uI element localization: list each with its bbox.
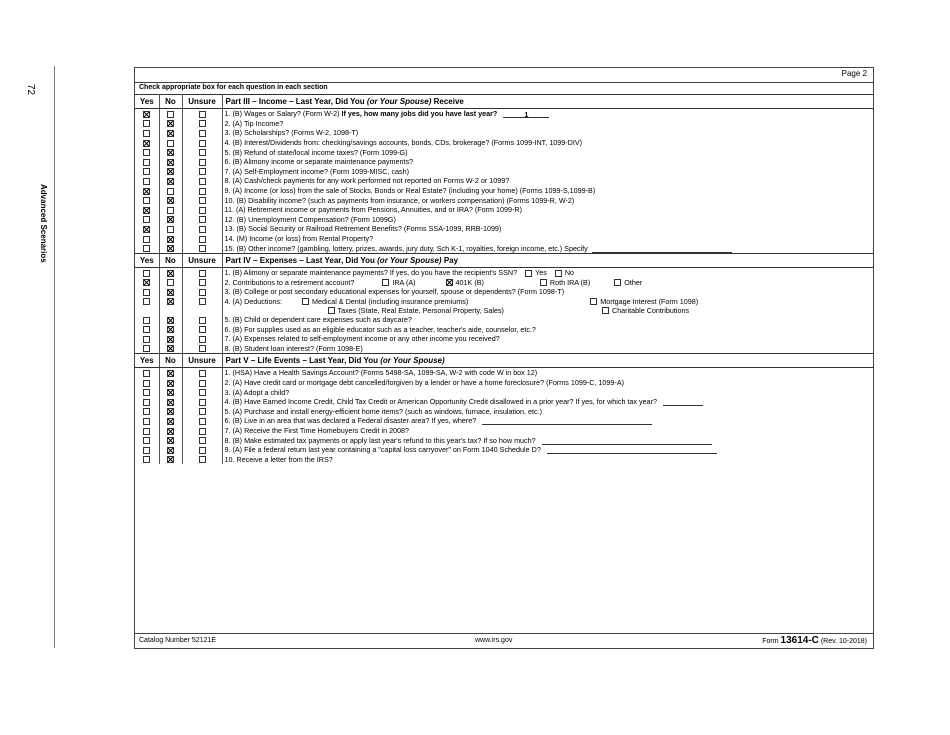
unsure-checkbox[interactable] bbox=[199, 428, 206, 435]
yes-checkbox[interactable] bbox=[143, 399, 150, 406]
question-text-cell bbox=[222, 119, 873, 129]
question-text-cell bbox=[222, 368, 873, 378]
question-text: 9. (A) Income (or loss) from the sale of Stocks, Bonds or Real Estate? (including your home) (Forms 1099-S,1099-B) bbox=[224, 186, 596, 196]
question-text-cell bbox=[222, 109, 873, 119]
unsure-checkbox[interactable] bbox=[199, 336, 206, 343]
roth-ira-checkbox[interactable] bbox=[540, 279, 547, 286]
no-checkbox[interactable] bbox=[167, 178, 174, 185]
no-checkbox[interactable] bbox=[167, 428, 174, 435]
no-checkbox[interactable] bbox=[167, 149, 174, 156]
part4-title bbox=[222, 253, 873, 267]
unsure-checkbox[interactable] bbox=[199, 326, 206, 333]
unsure-checkbox[interactable] bbox=[199, 270, 206, 277]
question-text: 7. (A) Expenses related to self-employment income or any other income you received? bbox=[224, 334, 500, 344]
no-checkbox[interactable] bbox=[167, 437, 174, 444]
option-label: Mortgage Interest (Form 1098) bbox=[600, 296, 699, 306]
question-row bbox=[135, 397, 873, 407]
taxes-checkbox[interactable] bbox=[328, 307, 335, 314]
unsure-checkbox[interactable] bbox=[199, 298, 206, 305]
part-title-end: Receive bbox=[433, 97, 464, 106]
question-text: 4. (B) Interest/Dividends from: checking/savings accounts, bonds, CDs, brokerage? (Forms 1099-INT, 1099-DIV) bbox=[224, 138, 583, 148]
yes-checkbox[interactable] bbox=[143, 236, 150, 243]
no-checkbox[interactable] bbox=[167, 418, 174, 425]
question-followup: If yes, how many jobs did you have last year? bbox=[341, 109, 498, 119]
column-header-no: No bbox=[159, 354, 182, 368]
column-header-unsure: Unsure bbox=[182, 253, 222, 267]
question-row bbox=[135, 157, 873, 167]
side-section-title: Advanced Scenarios bbox=[39, 184, 48, 263]
option-label: IRA (A) bbox=[392, 277, 416, 287]
charitable-checkbox[interactable] bbox=[602, 307, 609, 314]
no-checkbox[interactable] bbox=[167, 380, 174, 387]
no-checkbox[interactable] bbox=[167, 168, 174, 175]
yes-checkbox[interactable] bbox=[143, 197, 150, 204]
question-text-cell bbox=[222, 243, 873, 253]
question-row bbox=[135, 205, 873, 215]
yes-checkbox[interactable] bbox=[143, 188, 150, 195]
yes-checkbox[interactable] bbox=[143, 140, 150, 147]
form-page bbox=[134, 67, 874, 649]
no-checkbox[interactable] bbox=[167, 140, 174, 147]
question-text: 5. (B) Refund of state/local income taxes? (Form 1099-G) bbox=[224, 147, 408, 157]
ssn-no-checkbox[interactable] bbox=[555, 270, 562, 277]
unsure-checkbox[interactable] bbox=[199, 120, 206, 127]
question-text-cell bbox=[222, 324, 873, 334]
no-checkbox[interactable] bbox=[167, 226, 174, 233]
yes-checkbox[interactable] bbox=[143, 408, 150, 415]
question-row bbox=[135, 416, 873, 426]
option-label: 401K (B) bbox=[455, 277, 484, 287]
question-text-cell bbox=[222, 397, 873, 407]
question-text: 5. (B) Child or dependent care expenses such as daycare? bbox=[224, 314, 412, 324]
question-text: 6. (B) Alimony income or separate maintenance payments? bbox=[224, 157, 414, 167]
column-header-yes: Yes bbox=[135, 354, 159, 368]
question-text: 2. (A) Have credit card or mortgage debt cancelled/forgiven by a lender or have a home foreclosure? (Forms 1099-C, 1099-A) bbox=[224, 377, 625, 387]
question-text: 2. Contributions to a retirement account? bbox=[224, 277, 355, 287]
question-text-cell bbox=[222, 186, 873, 196]
option-label: Roth IRA (B) bbox=[549, 277, 591, 287]
part5-header bbox=[135, 354, 873, 368]
yes-checkbox[interactable] bbox=[143, 298, 150, 305]
unsure-checkbox[interactable] bbox=[199, 149, 206, 156]
question-text-cell bbox=[222, 267, 873, 277]
question-text: 8. (B) Make estimated tax payments or apply last year's refund to this year's tax? If so how much? bbox=[224, 435, 536, 445]
question-text-cell bbox=[222, 195, 873, 205]
question-text: 3. (A) Adopt a child? bbox=[224, 387, 290, 397]
yes-checkbox[interactable] bbox=[143, 317, 150, 324]
column-header-yes: Yes bbox=[135, 95, 159, 109]
no-checkbox[interactable] bbox=[167, 207, 174, 214]
catalog-number: Catalog Number 52121E bbox=[139, 637, 217, 644]
question-row bbox=[135, 224, 873, 234]
question-text-cell bbox=[222, 454, 873, 464]
unsure-checkbox[interactable] bbox=[199, 456, 206, 463]
unsure-checkbox[interactable] bbox=[199, 216, 206, 223]
no-checkbox[interactable] bbox=[167, 456, 174, 463]
option-label: Charitable Contributions bbox=[611, 305, 690, 315]
question-row bbox=[135, 119, 873, 129]
question-row bbox=[135, 435, 873, 445]
yes-checkbox[interactable] bbox=[143, 456, 150, 463]
question-row bbox=[135, 454, 873, 464]
401k-checkbox[interactable] bbox=[446, 279, 453, 286]
footer bbox=[135, 633, 873, 648]
part-title-italic: (or Your Spouse) bbox=[377, 255, 442, 265]
yes-checkbox[interactable] bbox=[143, 207, 150, 214]
option-label: Other bbox=[624, 277, 643, 287]
no-checkbox[interactable] bbox=[167, 399, 174, 406]
unsure-checkbox[interactable] bbox=[199, 207, 206, 214]
mortgage-checkbox[interactable] bbox=[590, 298, 597, 305]
question-text-cell bbox=[222, 138, 873, 148]
question-row bbox=[135, 138, 873, 148]
part-title-italic: (or Your Spouse) bbox=[380, 356, 445, 366]
unsure-checkbox[interactable] bbox=[199, 279, 206, 286]
side-page-number: 72 bbox=[25, 84, 36, 96]
yes-checkbox[interactable] bbox=[143, 149, 150, 156]
question-text-cell bbox=[222, 278, 873, 288]
question-row bbox=[135, 278, 873, 288]
unsure-checkbox[interactable] bbox=[199, 289, 206, 296]
part3-header bbox=[135, 95, 873, 109]
part3-title bbox=[222, 95, 873, 109]
question-row bbox=[135, 215, 873, 225]
question-text-cell bbox=[222, 128, 873, 138]
website: www.irs.gov bbox=[475, 637, 513, 644]
question-text: 3. (B) College or post secondary educational expenses for yourself, spouse or dependents? (Form 1098-T) bbox=[224, 287, 565, 297]
deductions-line-1 bbox=[225, 297, 872, 306]
yes-checkbox[interactable] bbox=[143, 370, 150, 377]
unsure-checkbox[interactable] bbox=[199, 178, 206, 185]
part-title: Part III – Income – Last Year, Did You bbox=[225, 97, 365, 106]
yes-checkbox[interactable] bbox=[143, 289, 150, 296]
column-header-no: No bbox=[159, 95, 182, 109]
question-text: 8. (B) Student loan interest? (Form 1098-E) bbox=[224, 343, 363, 353]
question-row bbox=[135, 267, 873, 277]
page-label: Page 2 bbox=[841, 69, 867, 78]
question-text-cell bbox=[222, 176, 873, 186]
question-text-cell bbox=[222, 445, 873, 455]
question-text-cell bbox=[222, 334, 873, 344]
no-checkbox[interactable] bbox=[167, 326, 174, 333]
question-text: 7. (A) Receive the First Time Homebuyers Credit in 2008? bbox=[224, 425, 410, 435]
question-row bbox=[135, 195, 873, 205]
unsure-checkbox[interactable] bbox=[199, 188, 206, 195]
question-row bbox=[135, 147, 873, 157]
no-checkbox[interactable] bbox=[167, 270, 174, 277]
column-header-yes: Yes bbox=[135, 253, 159, 267]
no-checkbox[interactable] bbox=[167, 370, 174, 377]
no-checkbox[interactable] bbox=[167, 111, 174, 118]
unsure-checkbox[interactable] bbox=[199, 380, 206, 387]
no-checkbox[interactable] bbox=[167, 289, 174, 296]
yes-checkbox[interactable] bbox=[143, 178, 150, 185]
unsure-checkbox[interactable] bbox=[199, 140, 206, 147]
yes-checkbox[interactable] bbox=[143, 389, 150, 396]
part-title-end: Pay bbox=[443, 255, 459, 265]
instruction: Check appropriate box for each question in each section bbox=[139, 84, 328, 91]
question-text-cell bbox=[222, 315, 873, 325]
part-title-italic: (or Your Spouse) bbox=[366, 97, 432, 106]
question-text: 1. (B) Wages or Salary? (Form W-2) bbox=[224, 109, 340, 119]
unsure-checkbox[interactable] bbox=[199, 437, 206, 444]
column-header-unsure: Unsure bbox=[182, 95, 222, 109]
unsure-checkbox[interactable] bbox=[199, 245, 206, 252]
question-text-cell bbox=[222, 147, 873, 157]
question-row bbox=[135, 287, 873, 297]
questions-table bbox=[135, 94, 873, 464]
no-checkbox[interactable] bbox=[167, 345, 174, 352]
question-text: 1. (HSA) Have a Health Savings Account? (Forms 5498-SA, 1099-SA, W-2 with code W in box 12) bbox=[224, 368, 538, 378]
yes-checkbox[interactable] bbox=[143, 159, 150, 166]
part-title: Part IV – Expenses – Last Year, Did You bbox=[225, 255, 375, 265]
question-text: 15. (B) Other income? (gambling, lottery, prizes, awards, jury duty, Sch K-1, royalties, foreign income, etc.) Specify bbox=[224, 243, 588, 253]
yes-checkbox[interactable] bbox=[143, 130, 150, 137]
question-text-cell bbox=[222, 426, 873, 436]
top-rule bbox=[135, 82, 873, 83]
question-row bbox=[135, 176, 873, 186]
yes-checkbox[interactable] bbox=[143, 345, 150, 352]
ira-checkbox[interactable] bbox=[382, 279, 389, 286]
question-row bbox=[135, 378, 873, 388]
no-checkbox[interactable] bbox=[167, 159, 174, 166]
answer-line[interactable] bbox=[482, 417, 652, 425]
no-checkbox[interactable] bbox=[167, 279, 174, 286]
question-row bbox=[135, 445, 873, 455]
yes-checkbox[interactable] bbox=[143, 437, 150, 444]
option-label: No bbox=[564, 268, 575, 278]
question-text: 8. (A) Cash/check payments for any work performed not reported on Forms W-2 or 1099? bbox=[224, 176, 510, 186]
part4-header bbox=[135, 253, 873, 267]
medical-checkbox[interactable] bbox=[302, 298, 309, 305]
no-checkbox[interactable] bbox=[167, 236, 174, 243]
answer-line[interactable] bbox=[542, 437, 712, 445]
question-text-cell bbox=[222, 406, 873, 416]
form-number: Form 13614-C (Rev. 10-2018) bbox=[762, 635, 867, 646]
question-text: 9. (A) File a federal return last year containing a "capital loss carryover" on Form 1040 Schedule D? bbox=[224, 445, 541, 455]
yes-checkbox[interactable] bbox=[143, 168, 150, 175]
option-label: Yes bbox=[535, 268, 547, 278]
yes-checkbox[interactable] bbox=[143, 336, 150, 343]
jobs-count-input[interactable]: 1 bbox=[503, 110, 549, 118]
yes-checkbox[interactable] bbox=[143, 326, 150, 333]
question-row bbox=[135, 368, 873, 378]
option-label: Taxes (State, Real Estate, Personal Property, Sales) bbox=[337, 305, 504, 315]
yes-checkbox[interactable] bbox=[143, 245, 150, 252]
unsure-checkbox[interactable] bbox=[199, 370, 206, 377]
question-text-cell bbox=[222, 387, 873, 397]
sidebar bbox=[30, 66, 55, 648]
question-text: 1. (B) Alimony or separate maintenance payments? If yes, do you have the recipient's SSN? bbox=[224, 268, 518, 278]
specify-line[interactable] bbox=[592, 245, 732, 253]
question-text-cell bbox=[222, 224, 873, 234]
question-row bbox=[135, 186, 873, 196]
unsure-checkbox[interactable] bbox=[199, 418, 206, 425]
unsure-checkbox[interactable] bbox=[199, 389, 206, 396]
question-text-cell bbox=[222, 297, 873, 315]
question-text: 11. (A) Retirement income or payments from Pensions, Annuities, and or IRA? (Form 1099-R) bbox=[224, 205, 522, 215]
no-checkbox[interactable] bbox=[167, 447, 174, 454]
unsure-checkbox[interactable] bbox=[199, 159, 206, 166]
question-text-cell bbox=[222, 378, 873, 388]
question-row bbox=[135, 243, 873, 253]
unsure-checkbox[interactable] bbox=[199, 447, 206, 454]
part5-title bbox=[222, 354, 873, 368]
question-text-cell bbox=[222, 416, 873, 426]
question-row bbox=[135, 315, 873, 325]
no-checkbox[interactable] bbox=[167, 188, 174, 195]
yes-checkbox[interactable] bbox=[143, 279, 150, 286]
yes-checkbox[interactable] bbox=[143, 226, 150, 233]
question-text-cell bbox=[222, 205, 873, 215]
unsure-checkbox[interactable] bbox=[199, 197, 206, 204]
question-text-cell bbox=[222, 167, 873, 177]
answer-line[interactable] bbox=[547, 446, 717, 454]
unsure-checkbox[interactable] bbox=[199, 236, 206, 243]
question-row bbox=[135, 167, 873, 177]
unsure-checkbox[interactable] bbox=[199, 345, 206, 352]
question-text-cell bbox=[222, 287, 873, 297]
unsure-checkbox[interactable] bbox=[199, 408, 206, 415]
no-checkbox[interactable] bbox=[167, 120, 174, 127]
question-row bbox=[135, 128, 873, 138]
no-checkbox[interactable] bbox=[167, 298, 174, 305]
question-text: 12. (B) Unemployment Compensation? (Form 1099G) bbox=[224, 214, 396, 224]
question-text: 7. (A) Self-Employment income? (Form 1099-MISC, cash) bbox=[224, 166, 410, 176]
question-text: 6. (B) For supplies used as an eligible educator such as a teacher, teacher's aide, counselor, etc.? bbox=[224, 324, 536, 334]
question-text: 2. (A) Tip Income? bbox=[224, 118, 284, 128]
question-row bbox=[135, 297, 873, 315]
ssn-yes-checkbox[interactable] bbox=[525, 270, 532, 277]
no-checkbox[interactable] bbox=[167, 197, 174, 204]
no-checkbox[interactable] bbox=[167, 389, 174, 396]
unsure-checkbox[interactable] bbox=[199, 226, 206, 233]
yes-checkbox[interactable] bbox=[143, 428, 150, 435]
question-text-cell bbox=[222, 157, 873, 167]
unsure-checkbox[interactable] bbox=[199, 399, 206, 406]
question-text-cell bbox=[222, 343, 873, 353]
question-row bbox=[135, 234, 873, 244]
question-row bbox=[135, 387, 873, 397]
unsure-checkbox[interactable] bbox=[199, 317, 206, 324]
no-checkbox[interactable] bbox=[167, 317, 174, 324]
yes-checkbox[interactable] bbox=[143, 447, 150, 454]
yes-checkbox[interactable] bbox=[143, 111, 150, 118]
answer-line[interactable] bbox=[663, 398, 703, 406]
column-header-no: No bbox=[159, 253, 182, 267]
question-text: 13. (B) Social Security or Railroad Retirement Benefits? (Forms SSA-1099, RRB-1099) bbox=[224, 224, 502, 234]
question-text: 3. (B) Scholarships? (Forms W-2, 1098-T) bbox=[224, 128, 359, 138]
question-text: 4. (B) Have Earned Income Credit, Child Tax Credit or American Opportunity Credit disallowed in a prior year? If yes, for which tax year? bbox=[224, 397, 658, 407]
unsure-checkbox[interactable] bbox=[199, 111, 206, 118]
yes-checkbox[interactable] bbox=[143, 120, 150, 127]
question-text: 10. Receive a letter from the IRS? bbox=[224, 454, 333, 464]
question-row bbox=[135, 343, 873, 353]
yes-checkbox[interactable] bbox=[143, 418, 150, 425]
no-checkbox[interactable] bbox=[167, 130, 174, 137]
no-checkbox[interactable] bbox=[167, 336, 174, 343]
question-text-cell bbox=[222, 234, 873, 244]
yes-checkbox[interactable] bbox=[143, 380, 150, 387]
deductions-line-2 bbox=[225, 306, 872, 315]
yes-checkbox[interactable] bbox=[143, 270, 150, 277]
question-row bbox=[135, 406, 873, 416]
option-label: Medical & Dental (including insurance premiums) bbox=[312, 296, 469, 306]
other-checkbox[interactable] bbox=[614, 279, 621, 286]
unsure-checkbox[interactable] bbox=[199, 168, 206, 175]
column-header-unsure: Unsure bbox=[182, 354, 222, 368]
unsure-checkbox[interactable] bbox=[199, 130, 206, 137]
question-row bbox=[135, 324, 873, 334]
no-checkbox[interactable] bbox=[167, 216, 174, 223]
question-text: 6. (B) Live in an area that was declared a Federal disaster area? If yes, where? bbox=[224, 416, 477, 426]
question-row bbox=[135, 334, 873, 344]
no-checkbox[interactable] bbox=[167, 245, 174, 252]
question-text-cell bbox=[222, 215, 873, 225]
part-title: Part V – Life Events – Last Year, Did You bbox=[225, 356, 379, 366]
question-text: 14. (M) Income (or loss) from Rental Property? bbox=[224, 234, 374, 244]
no-checkbox[interactable] bbox=[167, 408, 174, 415]
question-text: 4. (A) Deductions: bbox=[224, 296, 283, 306]
question-text: 5. (A) Purchase and install energy-efficient home items? (such as windows, furnace, insulation, etc.) bbox=[224, 406, 542, 416]
question-row bbox=[135, 109, 873, 119]
yes-checkbox[interactable] bbox=[143, 216, 150, 223]
question-text: 10. (B) Disability income? (such as payments from insurance, or workers compensation) (Forms 1099-R, W-2) bbox=[224, 195, 575, 205]
question-row bbox=[135, 426, 873, 436]
question-text-cell bbox=[222, 435, 873, 445]
